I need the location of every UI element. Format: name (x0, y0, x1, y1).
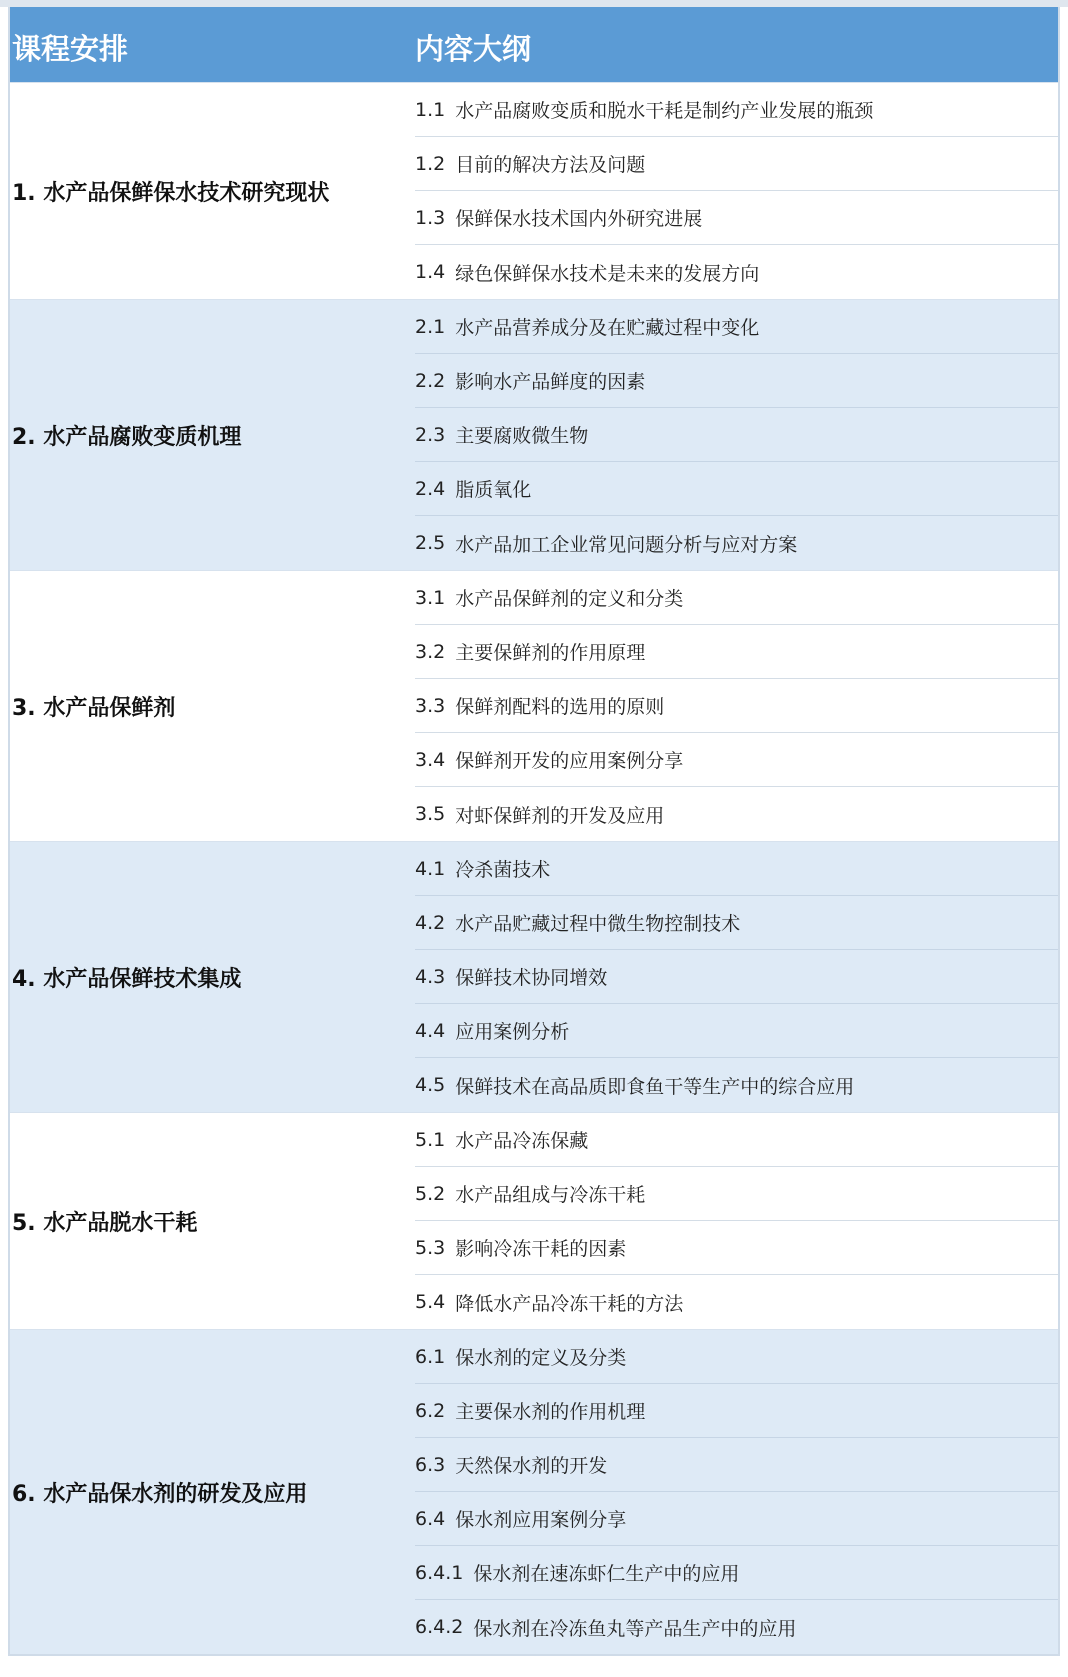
outline-item (415, 1113, 1058, 1167)
item-text: 水产品腐败变质和脱水干耗是制约产业发展的瓶颈 (455, 100, 874, 122)
outline-item (415, 733, 1058, 787)
section-title: 1. 水产品保鲜保水技术研究现状 (12, 180, 330, 206)
item-number: 1.1 (415, 98, 446, 121)
outline-item (415, 300, 1058, 354)
section-items (415, 842, 1058, 1112)
outline-item (415, 950, 1058, 1004)
item-number: 4.5 (415, 1074, 446, 1096)
item-text: 水产品加工企业常见问题分析与应对方案 (455, 533, 798, 556)
outline-item (415, 842, 1058, 896)
item-number: 6.4 (415, 1507, 446, 1530)
section-5 (10, 1112, 1058, 1329)
section-items (415, 571, 1058, 841)
outline-item (415, 1600, 1058, 1654)
section-6 (10, 1329, 1058, 1654)
item-text: 影响冷冻干耗的因素 (455, 1238, 627, 1260)
item-number: 2.4 (415, 477, 446, 500)
item-text: 脂质氧化 (455, 479, 532, 501)
section-items (415, 1113, 1058, 1329)
item-number: 3.1 (415, 586, 446, 609)
outline-item (415, 1438, 1058, 1492)
item-number: 2.1 (415, 315, 446, 338)
item-text: 保鲜剂开发的应用案例分享 (455, 750, 684, 772)
outline-item (415, 516, 1058, 570)
item-number: 5.2 (415, 1182, 446, 1205)
item-number: 6.4.2 (415, 1616, 464, 1638)
item-number: 6.3 (415, 1453, 446, 1476)
top-divider (0, 0, 1068, 7)
section-title: 6. 水产品保水剂的研发及应用 (12, 1481, 308, 1507)
item-text: 冷杀菌技术 (455, 859, 551, 881)
item-number: 1.2 (415, 152, 446, 175)
item-text: 主要保鲜剂的作用原理 (455, 642, 646, 664)
outline-item (415, 191, 1058, 245)
section-title: 4. 水产品保鲜技术集成 (12, 966, 242, 992)
section-1 (10, 82, 1058, 299)
item-text: 绿色保鲜保水技术是未来的发展方向 (455, 262, 760, 285)
outline-item (415, 408, 1058, 462)
outline-item (415, 1384, 1058, 1438)
outline-item (415, 679, 1058, 733)
item-text: 保水剂在冷冻鱼丸等产品生产中的应用 (473, 1617, 797, 1640)
outline-item (415, 1004, 1058, 1058)
section-title: 3. 水产品保鲜剂 (12, 695, 176, 721)
outline-item (415, 571, 1058, 625)
outline-item (415, 462, 1058, 516)
item-text: 保水剂的定义及分类 (455, 1347, 627, 1369)
item-number: 3.4 (415, 748, 446, 771)
item-text: 保水剂应用案例分享 (455, 1509, 627, 1531)
item-number: 4.4 (415, 1019, 446, 1042)
item-text: 影响水产品鲜度的因素 (455, 371, 646, 393)
item-number: 6.2 (415, 1399, 446, 1422)
item-number: 3.2 (415, 640, 446, 663)
item-number: 5.1 (415, 1128, 446, 1151)
item-number: 3.5 (415, 803, 446, 825)
section-items (415, 1330, 1058, 1654)
item-number: 3.3 (415, 694, 446, 717)
item-number: 6.4.1 (415, 1561, 464, 1584)
item-text: 水产品冷冻保藏 (455, 1130, 589, 1152)
item-number: 2.2 (415, 369, 446, 392)
item-text: 主要保水剂的作用机理 (455, 1401, 646, 1423)
outline-item (415, 1330, 1058, 1384)
item-text: 应用案例分析 (455, 1021, 570, 1043)
item-text: 保鲜保水技术国内外研究进展 (455, 208, 703, 230)
outline-item (415, 1546, 1058, 1600)
item-number: 1.4 (415, 261, 446, 283)
course-outline-table (8, 7, 1060, 1656)
item-number: 5.3 (415, 1236, 446, 1259)
section-3 (10, 570, 1058, 841)
item-text: 水产品保鲜剂的定义和分类 (455, 588, 684, 610)
section-2 (10, 299, 1058, 570)
outline-item (415, 1492, 1058, 1546)
item-text: 水产品贮藏过程中微生物控制技术 (455, 913, 741, 935)
item-text: 对虾保鲜剂的开发及应用 (455, 804, 665, 827)
table-header (10, 7, 1058, 82)
outline-item (415, 625, 1058, 679)
item-text: 保鲜技术协同增效 (455, 967, 608, 989)
item-text: 水产品营养成分及在贮藏过程中变化 (455, 317, 760, 339)
outline-item (415, 1221, 1058, 1275)
item-text: 保水剂在速冻虾仁生产中的应用 (473, 1563, 740, 1585)
outline-item (415, 1275, 1058, 1329)
item-number: 4.2 (415, 911, 446, 934)
outline-item (415, 1167, 1058, 1221)
section-items (415, 83, 1058, 299)
item-number: 4.3 (415, 965, 446, 988)
section-items (415, 300, 1058, 570)
item-number: 4.1 (415, 857, 446, 880)
item-number: 5.4 (415, 1291, 446, 1313)
item-text: 保鲜剂配料的选用的原则 (455, 696, 665, 718)
item-text: 主要腐败微生物 (455, 425, 589, 447)
item-text: 天然保水剂的开发 (455, 1455, 608, 1477)
item-number: 2.5 (415, 532, 446, 554)
section-title: 5. 水产品脱水干耗 (12, 1210, 198, 1236)
header-course-schedule: 课程安排 (12, 32, 129, 66)
outline-item (415, 245, 1058, 299)
section-4 (10, 841, 1058, 1112)
outline-item (415, 137, 1058, 191)
item-text: 目前的解决方法及问题 (455, 154, 646, 176)
header-content-outline: 内容大纲 (415, 32, 532, 66)
outline-item (415, 787, 1058, 841)
item-text: 降低水产品冷冻干耗的方法 (455, 1292, 684, 1315)
outline-item (415, 1058, 1058, 1112)
item-text: 水产品组成与冷冻干耗 (455, 1184, 646, 1206)
section-title: 2. 水产品腐败变质机理 (12, 424, 242, 450)
outline-item (415, 896, 1058, 950)
outline-item (415, 354, 1058, 408)
outline-item (415, 83, 1058, 137)
item-number: 6.1 (415, 1345, 446, 1368)
item-number: 2.3 (415, 423, 446, 446)
item-text: 保鲜技术在高品质即食鱼干等生产中的综合应用 (455, 1075, 855, 1098)
item-number: 1.3 (415, 206, 446, 229)
